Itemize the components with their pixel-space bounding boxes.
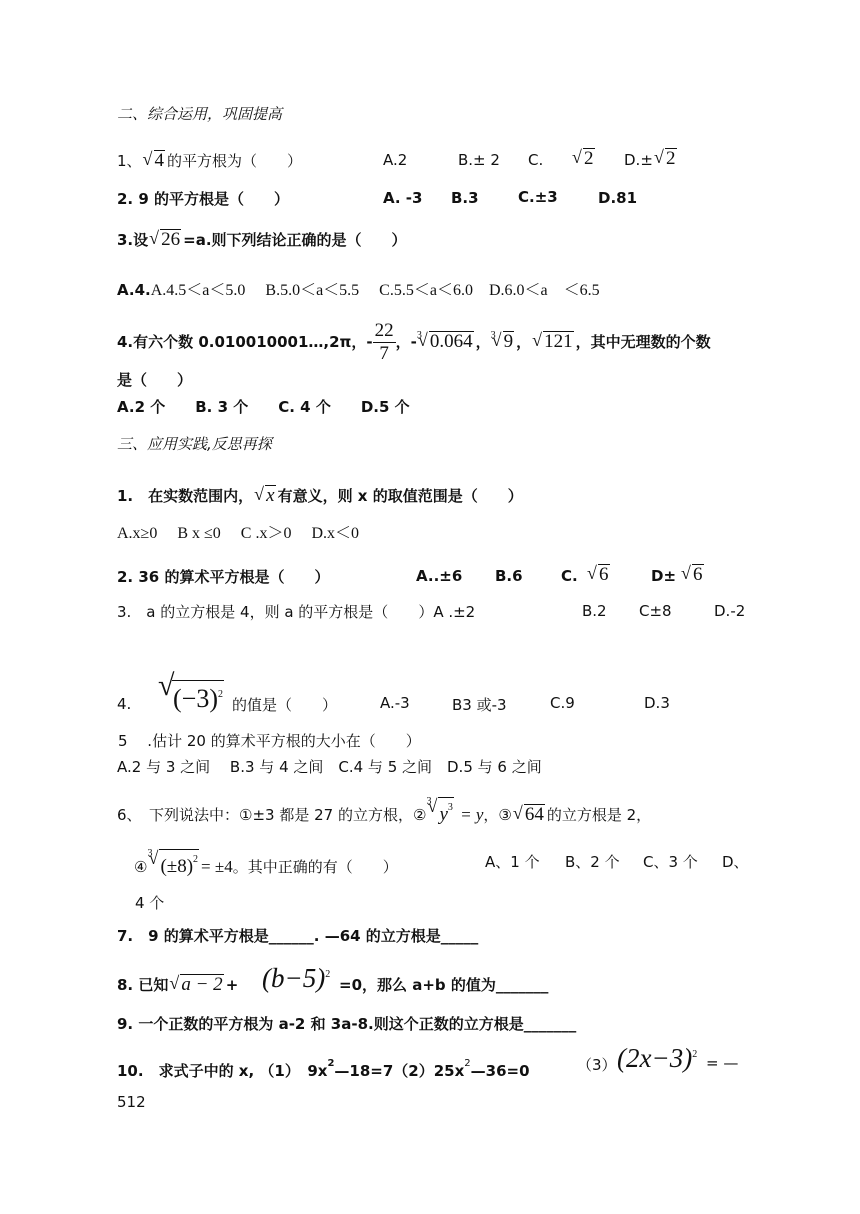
sqrt-expression: √ x <box>254 485 275 506</box>
option-c-sqrt: √ 6 <box>586 564 612 585</box>
question-2-4-options: A.2 个 B. 3 个 C. 4 个 D.5 个 <box>117 398 410 416</box>
option-b: B.3 <box>451 189 479 207</box>
option-c: C±8 <box>639 602 672 620</box>
question-3-1: 1. 在实数范围内，√ x 有意义，则 x 的取值范围是（ ） <box>117 485 523 506</box>
sqrt-expression: √ 64 <box>513 804 545 825</box>
option-b: B、2 个 <box>565 853 620 871</box>
option-d-sqrt: √ 6 <box>680 564 706 585</box>
question-3-6-line-3: 4 个 <box>135 894 165 912</box>
option-c: C.9 <box>550 694 575 712</box>
squared-expression: $(2x-3)^2$ <box>617 1043 698 1073</box>
cube-root-expression: √ 3 $(\pm 8)^2$ <box>148 849 199 877</box>
option-d: D.-2 <box>714 602 746 620</box>
option-d: D.3 <box>644 694 670 712</box>
cube-root-expression: √ 3 9 <box>492 331 515 352</box>
question-3-10-continuation: 512 <box>117 1093 146 1111</box>
option-d: D.81 <box>598 189 638 207</box>
question-3-1-options: A.x≥0 B x ≤0 C .x＞0 D.x＜0 <box>117 525 360 542</box>
question-number: 1、 <box>117 152 142 170</box>
sqrt-expression: √ $(-3)^2$ <box>157 680 226 713</box>
question-2-3: 3.设√ 26 =a.则下列结论正确的是（ ） <box>117 229 407 250</box>
question-2-4-continuation: 是（ ） <box>117 371 193 389</box>
sqrt-expression: √ 26 <box>149 229 181 250</box>
fraction: $\frac{22}{7}$ <box>374 320 394 364</box>
option-d: D.± <box>624 151 653 169</box>
option-d: D± <box>651 567 677 585</box>
cube-root-expression: √ 3 $y^3$ <box>427 797 453 825</box>
question-3-6-line-2: ④ √ 3 $(\pm 8)^2 = \pm 4$。其中正确的有（ ） <box>134 849 398 877</box>
option-a: A、1 个 <box>485 853 540 871</box>
option-c: C、3 个 <box>643 853 698 871</box>
option-b: B.± 2 <box>458 151 500 169</box>
question-text: =0，那么 a+b 的值为_______ <box>339 976 549 994</box>
question-3-9: 9. 一个正数的平方根为 a-2 和 3a-8.则这个正数的立方根是_______ <box>117 1015 577 1033</box>
question-2-2: 2. 9 的平方根是（ ） <box>117 190 290 208</box>
cube-root-expression: √ 3 0.064 <box>418 331 474 352</box>
question-2-4: 4.有六个数 0.010010001…,2π，- $\frac{22}{7}$ ，- √ 3 0.064 ， √ 3 9 ，√ 121 ，其中无理数的个数 <box>117 320 711 365</box>
question-3-3: 3. a 的立方根是 4，则 a 的平方根是（ ）A .±2 <box>117 603 476 621</box>
part-3-label: （3） <box>577 1056 617 1074</box>
sqrt-expression: √ a − 2 <box>169 974 223 995</box>
squared-expression: $(b-5)^2$ <box>262 963 331 993</box>
option-b: B.2 <box>582 602 607 620</box>
question-text: 的平方根为（ ） <box>167 152 303 170</box>
option-c-sqrt: √ 2 <box>571 148 597 169</box>
question-3-10: 10. 求式子中的 x, （1） $9x^2—18=7(2)25x^2—36=0$ <box>117 1058 530 1080</box>
question-3-2: 2. 36 的算术平方根是（ ） <box>117 568 330 586</box>
question-3-5: 5 .估计 20 的算术平方根的大小在（ ） <box>118 732 421 750</box>
question-3-8: 8. 已知√ a − 2 + <box>117 974 238 995</box>
question-2-1 <box>117 150 302 171</box>
option-c: C. <box>561 567 578 585</box>
option-c: C.±3 <box>518 188 558 206</box>
sqrt-expression: √ 4 <box>143 150 166 171</box>
option-c: C. <box>528 151 544 169</box>
section-2-heading: 二、综合运用，巩固提高 <box>117 105 283 123</box>
option-d-sqrt: √ 2 <box>653 148 679 169</box>
question-2-3-options: A.4.A.4.5＜a＜5.0 B.5.0＜a＜5.5 C.5.5＜a＜6.0 D.6.0＜a ＜6.5 <box>117 281 600 299</box>
question-text: 的值是（ ） <box>232 696 338 714</box>
option-d: D、 <box>722 853 749 871</box>
section-3-heading: 三、应用实践,反思再探 <box>117 435 272 453</box>
option-b: B.6 <box>495 567 523 585</box>
option-a: A. -3 <box>383 189 423 207</box>
option-a: A.-3 <box>380 694 410 712</box>
equals-sign: = — <box>706 1054 739 1072</box>
question-3-7: 7. 9 的算术平方根是______. —64 的立方根是_____ <box>117 927 479 945</box>
question-3-5-options: A.2 与 3 之间 B.3 与 4 之间 C.4 与 5 之间 D.5 与 6 之间 <box>117 758 542 776</box>
option-a: A.2 <box>383 151 408 169</box>
question-3-4: 4. <box>117 695 132 713</box>
sqrt-expression: √ 121 <box>532 331 574 352</box>
question-3-6: 6、 下列说法中：①±3 都是 27 的立方根，② √ 3 $y^3 = y$，③√ 64 的立方根是 2， <box>117 797 651 825</box>
option-a: A..±6 <box>416 567 463 585</box>
option-b: B3 或-3 <box>452 696 507 714</box>
